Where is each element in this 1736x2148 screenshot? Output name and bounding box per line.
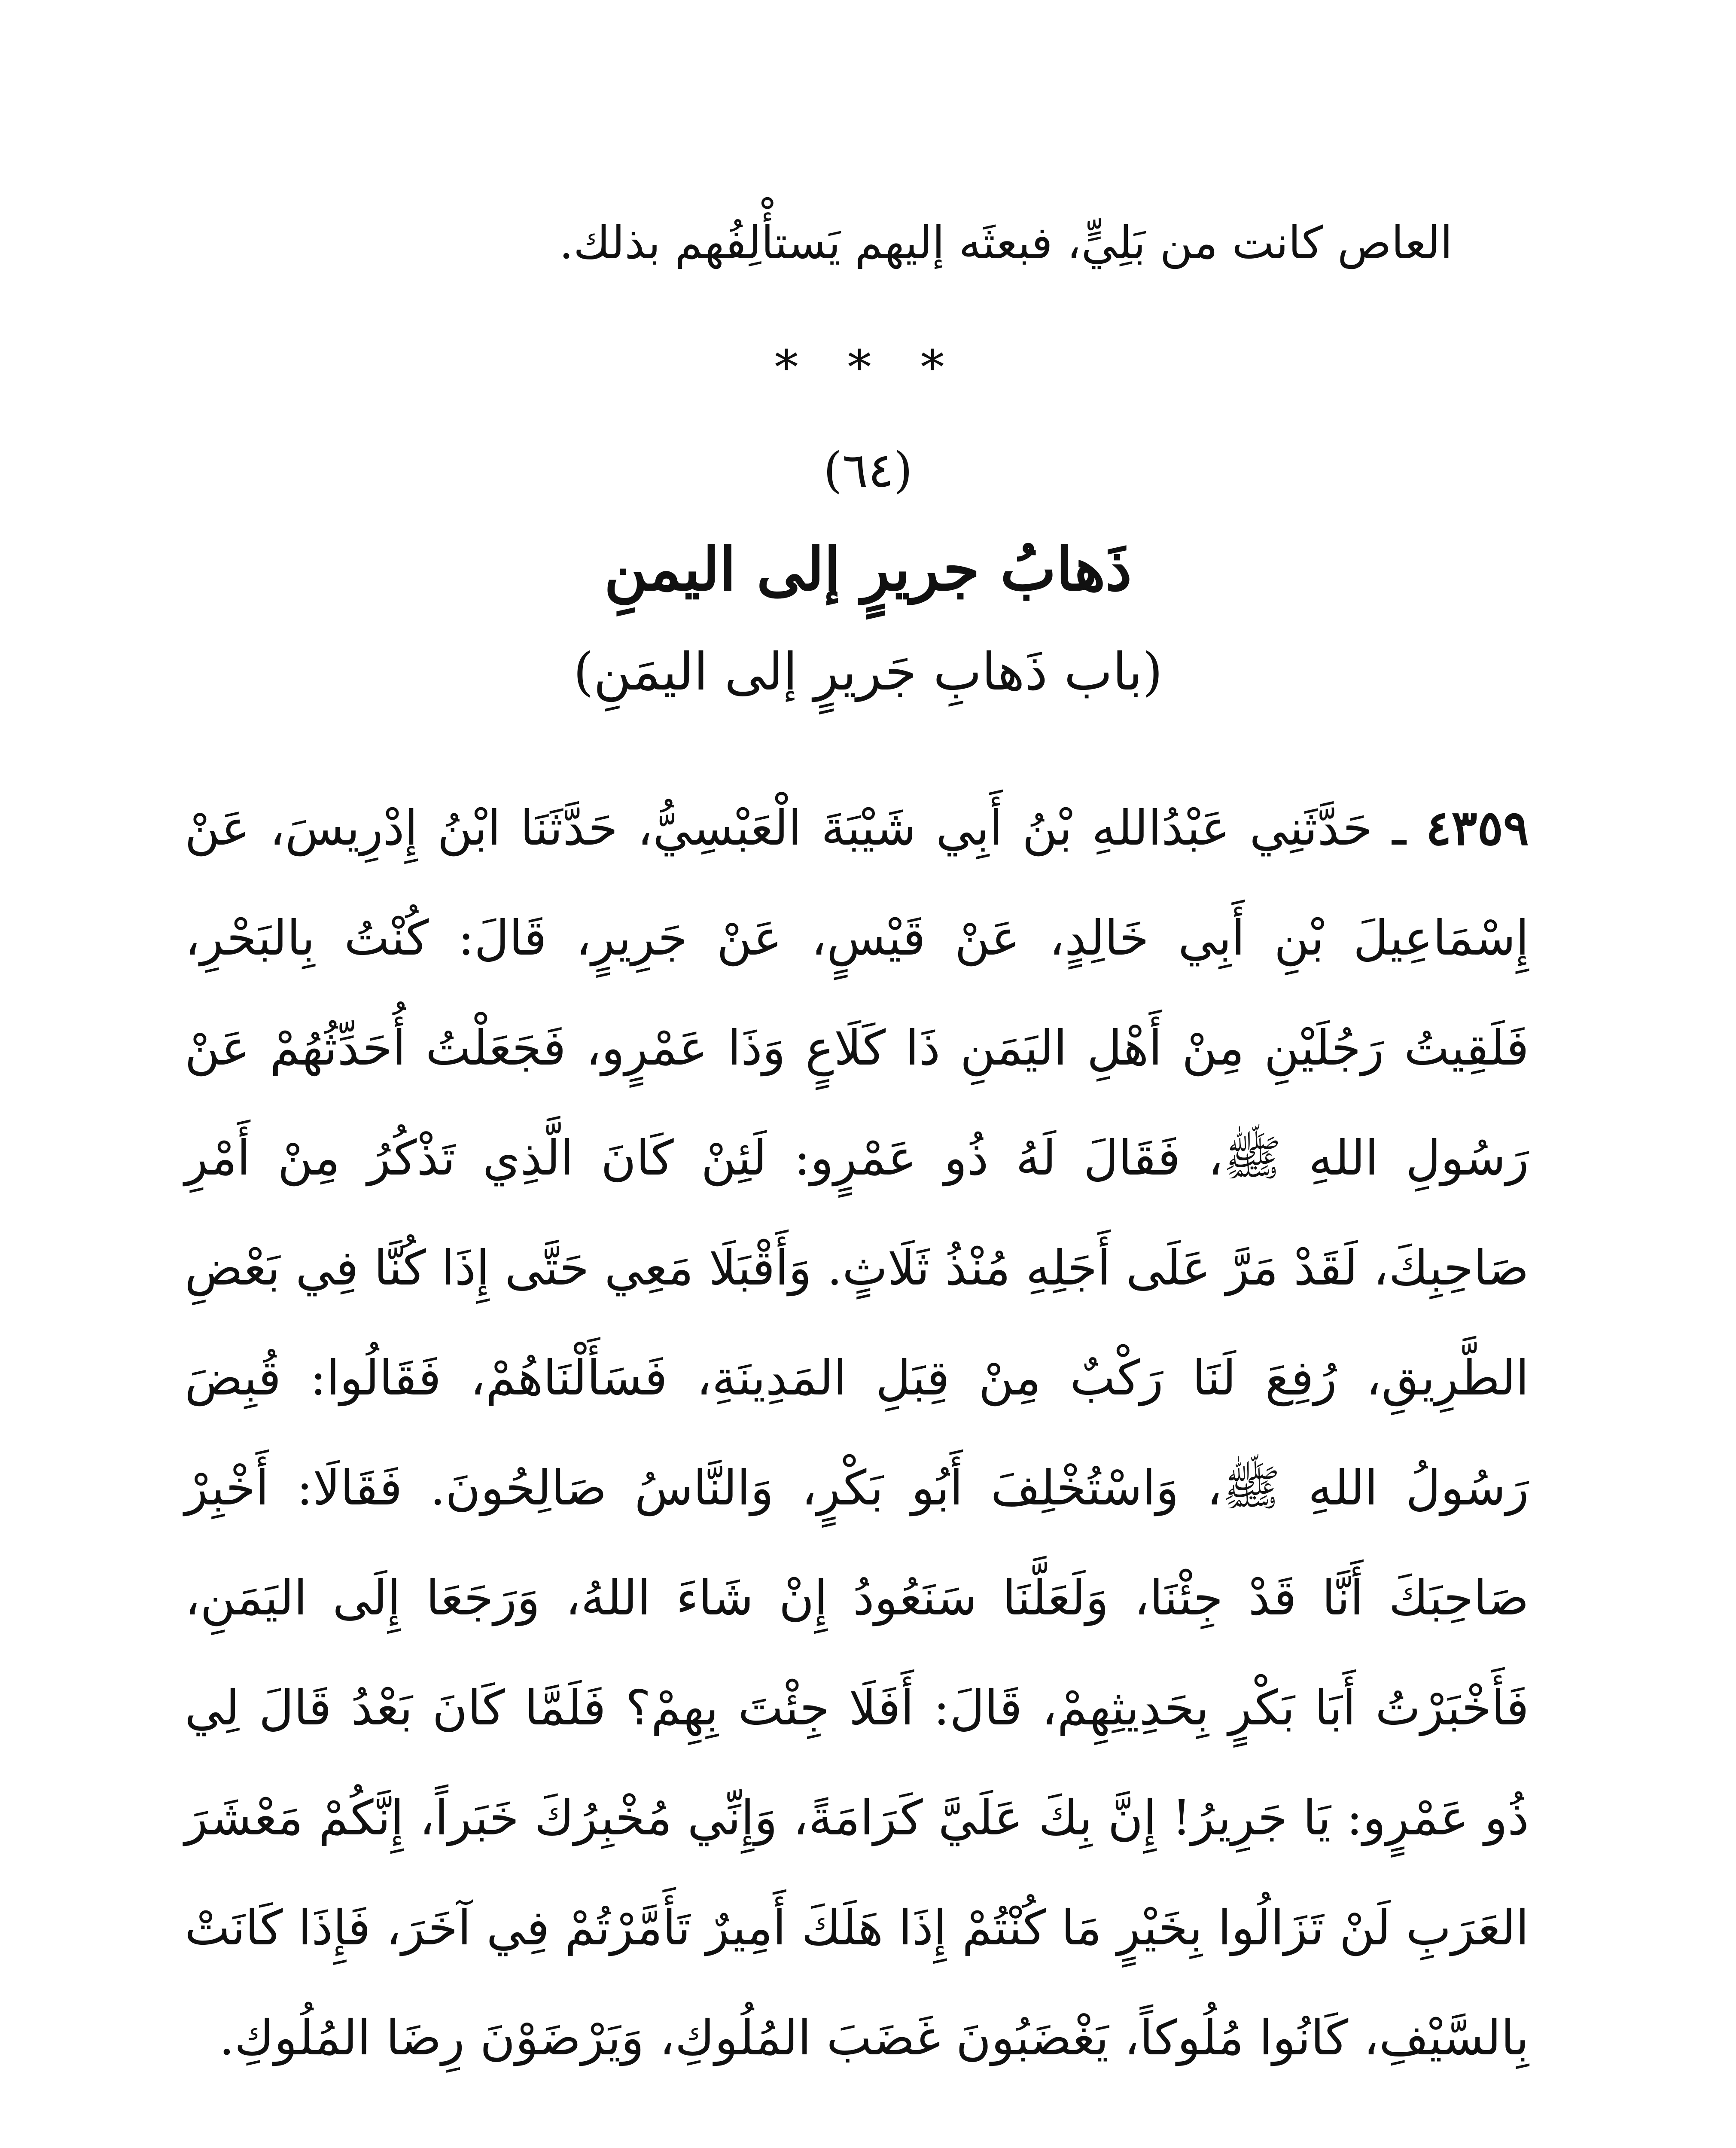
hadith-number: ٤٣٥٩ — [1425, 800, 1529, 856]
hadith-paragraph — [185, 773, 1529, 2093]
chapter-title: ذَهابُ جريرٍ إلى اليمنِ — [604, 534, 1132, 604]
bab-title: (باب ذَهابِ جَريرٍ إلى اليمَنِ) — [573, 642, 1163, 702]
section-separator: * * * — [774, 340, 962, 395]
hadith-text: ـ حَدَّثَنِي عَبْدُاللهِ بْنُ أَبِي شَيْبَةَ الْعَبْسِيُّ، حَدَّثَنَا ابْنُ إِدْرِيسَ، عَنْ إِسْمَاعِيلَ بْنِ أَبِي خَالِدٍ، عَنْ قَيْسٍ، عَنْ جَرِيرٍ، قَالَ: كُنْتُ بِالبَحْرِ، فَلَقِيتُ رَجُلَيْنِ مِنْ أَهْلِ اليَمَنِ ذَا كَلَاعٍ وَذَا عَمْرٍو، فَجَعَلْتُ أُحَدِّثُهُمْ عَنْ رَسُولِ اللهِ ﷺ، فَقَالَ لَهُ ذُو عَمْرٍو: لَئِنْ كَانَ الَّذِي تَذْكُرُ مِنْ أَمْرِ صَاحِبِكَ، لَقَدْ مَرَّ عَلَى أَجَلِهِ مُنْذُ ثَلَاثٍ. وَأَقْبَلَا مَعِي حَتَّى إِذَا كُنَّا فِي بَعْضِ الطَّرِيقِ، رُفِعَ لَنَا رَكْبٌ مِنْ قِبَلِ المَدِينَةِ، فَسَأَلْنَاهُمْ، فَقَالُوا: قُبِضَ رَسُولُ اللهِ ﷺ، وَاسْتُخْلِفَ أَبُو بَكْرٍ، وَالنَّاسُ صَالِحُونَ. فَقَالَا: أَخْبِرْ صَاحِبَكَ أَنَّا قَدْ جِئْنَا، وَلَعَلَّنَا سَنَعُودُ إِنْ شَاءَ اللهُ، وَرَجَعَا إِلَى اليَمَنِ، فَأَخْبَرْتُ أَبَا بَكْرٍ بِحَدِيثِهِمْ، قَالَ: أَفَلَا جِئْتَ بِهِمْ؟ فَلَمَّا كَانَ بَعْدُ قَالَ لِي ذُو عَمْرٍو: يَا جَرِيرُ! إِنَّ بِكَ عَلَيَّ كَرَامَةً، وَإِنِّي مُخْبِرُكَ خَبَراً، إِنَّكُمْ مَعْشَرَ العَرَبِ لَنْ تَزَالُوا بِخَيْرٍ مَا كُنْتُمْ إِذَا هَلَكَ أَمِيرٌ تَأَمَّرْتُمْ فِي آخَرَ، فَإِذَا كَانَتْ بِالسَّيْفِ، كَانُوا مُلُوكاً، يَغْضَبُونَ غَضَبَ المُلُوكِ، وَيَرْضَوْنَ رِضَا المُلُوكِ. — [185, 800, 1529, 2066]
chapter-number: (٦٤) — [823, 442, 913, 498]
continuation-line: العاص كانت من بَلِيٍّ، فبعثَه إليهم يَستأْلِفُهم بذلك. — [559, 217, 1453, 269]
